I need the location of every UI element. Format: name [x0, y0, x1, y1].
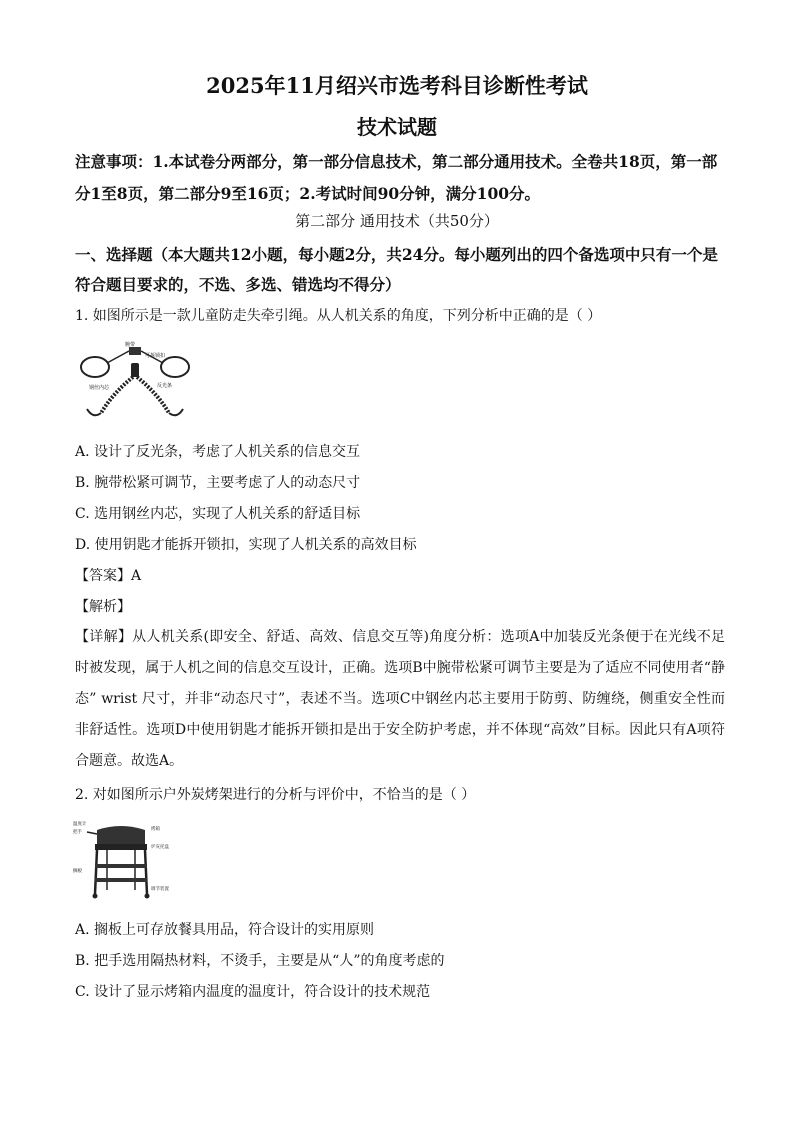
q1-label-wristband: 腕带 — [125, 342, 136, 348]
notice-text: 注意事项：1.本试卷分两部分，第一部分信息技术，第二部分通用技术。全卷共18页，第一部分1至8页，第二部分9至16页；2.考试时间90分钟，满分100分。 — [75, 152, 718, 203]
q1-label-lock: 可拆锁扣 — [145, 353, 166, 359]
q1-analysis-label: 【解析】 — [75, 599, 131, 615]
q1-detail — [75, 622, 725, 777]
q1-option-c: C. 选用钢丝内芯，实现了人机关系的舒适目标 — [75, 506, 361, 522]
q1-stem: 1. 如图所示是一款儿童防走失牵引绳。从人机关系的角度，下列分析中正确的是（ ） — [75, 308, 602, 324]
q1-option-d: D. 使用钥匙才能拆开锁扣，实现了人机关系的高效目标 — [75, 537, 417, 553]
section-title: 一、选择题（本大题共12小题，每小题2分，共24分。每小题列出的四个备选项中只有一个是符合题目要求的，不选、多选、错选均不得分） — [75, 245, 718, 294]
q2-grill-figure — [73, 820, 167, 900]
q1-leash-figure — [73, 343, 197, 423]
part-title: 第二部分 通用技术（共50分） — [295, 212, 499, 230]
q2-stem: 2. 对如图所示户外炭烤架进行的分析与评价中，不恰当的是（ ） — [75, 787, 476, 803]
q2-option-a: A. 搁板上可存放餐具用品，符合设计的实用原则 — [75, 922, 375, 938]
q1-option-b: B. 腕带松紧可调节，主要考虑了人的动态尺寸 — [75, 475, 361, 491]
q2-label-adjuster: 调节装置 — [151, 887, 169, 892]
q2-label-handle: 把手 — [73, 830, 82, 835]
exam-title: 2025年11月绍兴市选考科目诊断性考试 — [206, 73, 588, 98]
answer-label: 【答案】 — [75, 568, 131, 584]
q2-label-ash-tray: 炉灰托盘 — [151, 845, 169, 850]
q1-answer — [75, 566, 141, 586]
q2-option-c: C. 设计了显示烤箱内温度的温度计，符合设计的技术规范 — [75, 984, 431, 1000]
q1-label-reflective-strip: 反光条 — [157, 383, 173, 389]
answer-value: A — [131, 568, 142, 584]
detail-text: 从人机关系(即安全、舒适、高效、信息交互等)角度分析：选项A中加装反光条便于在光线不足时被发现，属于人机之间的信息交互设计，正确。选项B中腕带松紧可调节主要是为了适应不同使用者“静态” wrist 尺寸，并非“动态尺寸”，表述不当。选项C中钢丝内芯主要用于防剪、防缠绕，侧重安全性而非舒适性。选项D中使用钥匙才能拆开锁扣是出于安全防护考虑，并不体现“高效”目标。因此只有A项符合题意。故选A。 — [75, 629, 725, 769]
detail-label: 【详解】 — [75, 629, 133, 645]
exam-subtitle: 技术试题 — [357, 115, 437, 139]
q2-label-oven: 烤箱 — [151, 827, 160, 832]
q1-option-a: A. 设计了反光条，考虑了人机关系的信息交互 — [75, 444, 361, 460]
q1-label-steel-core: 钢丝内芯 — [89, 385, 110, 391]
q2-option-b: B. 把手选用隔热材料，不烫手，主要是从“人”的角度考虑的 — [75, 953, 445, 969]
q2-label-thermometer: 温度计 — [73, 822, 87, 827]
q2-label-shelf: 搁板 — [73, 869, 82, 874]
